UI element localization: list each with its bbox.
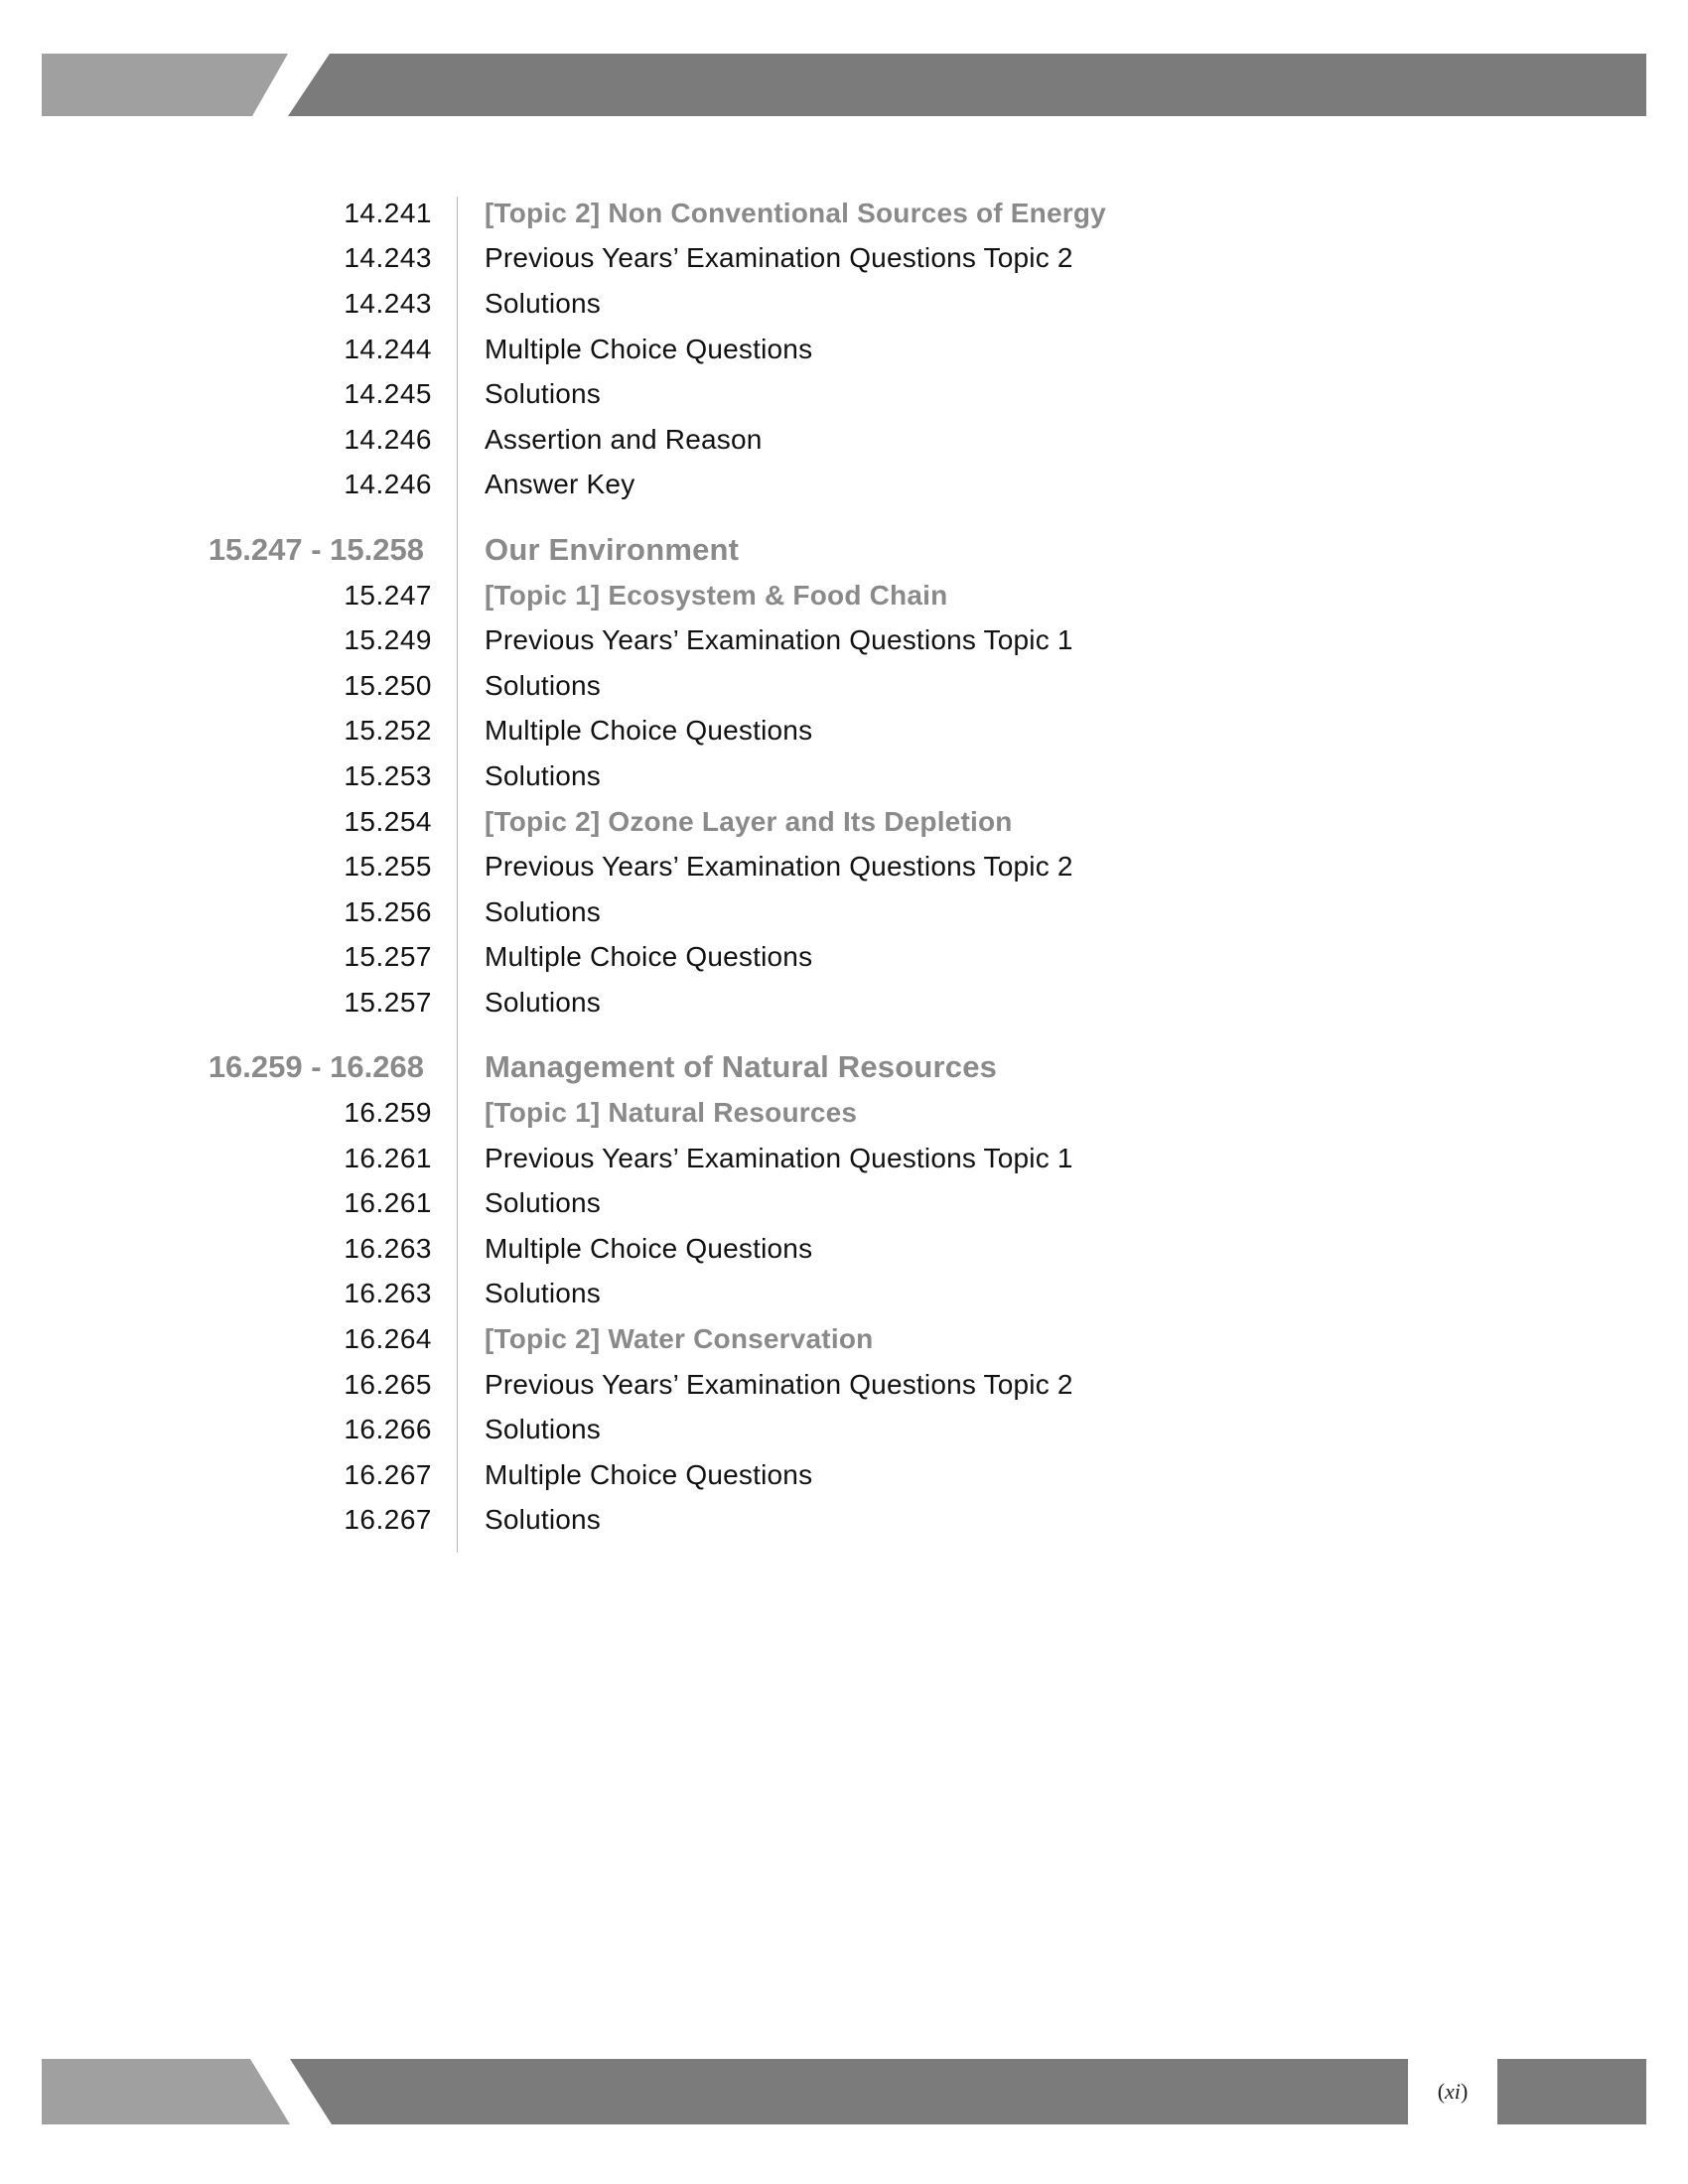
toc-entry-row [0,417,1688,463]
page-number [1408,2059,1497,2124]
page-number-open-paren: ( [1437,2079,1446,2104]
toc-entry-title: Solutions [485,287,601,319]
toc-page-number: 15.250 [344,669,432,701]
toc-entry-title: Solutions [485,378,601,410]
footer-band [42,2059,1646,2124]
toc-page-number: 15.252 [344,715,432,747]
toc-page-number: 14.244 [344,333,432,364]
toc-entry-row [0,1180,1688,1226]
toc-topic-row [0,191,1688,236]
toc-entry-row [0,236,1688,282]
toc-page-number: 15.254 [344,805,432,837]
toc-page-number: 16.265 [344,1368,432,1400]
toc-entry-row [0,753,1688,799]
header-band-light-segment [42,54,288,116]
toc-entry-title: Previous Years’ Examination Questions Topic 2 [485,851,1073,883]
toc-entry-title: Answer Key [485,469,635,500]
toc-page-number: 15.257 [344,941,432,973]
toc-entry-title: Previous Years’ Examination Questions Topic 1 [485,624,1073,656]
toc-topic-row [0,1090,1688,1136]
toc-page-number: 14.246 [344,423,432,455]
toc-page-number: 16.264 [344,1323,432,1355]
toc-page-number: 16.259 [344,1097,432,1129]
toc-entry-title: Solutions [485,1504,601,1536]
toc-entry-title: Previous Years’ Examination Questions Topic 2 [485,242,1073,274]
toc-entry-row [0,1452,1688,1498]
toc-topic-title: [Topic 1] Ecosystem & Food Chain [485,579,948,611]
toc-entry-title: Multiple Choice Questions [485,941,813,973]
toc-entry-row [0,1362,1688,1408]
toc-topic-title: [Topic 2] Non Conventional Sources of Energy [485,197,1106,228]
toc-page-number: 15.256 [344,895,432,927]
table-of-contents [0,191,1688,1543]
toc-topic-row [0,799,1688,845]
toc-page-number: 16.266 [344,1414,432,1445]
toc-entry-title: Multiple Choice Questions [485,1458,813,1490]
toc-entry-row [0,889,1688,935]
toc-page-number: 16.261 [344,1142,432,1173]
toc-page-number: 14.246 [344,469,432,500]
toc-entry-title: Solutions [485,1414,601,1445]
toc-topic-title: [Topic 2] Ozone Layer and Its Depletion [485,805,1013,837]
toc-page-number: 15.249 [344,624,432,656]
toc-page-number: 14.245 [344,378,432,410]
toc-chapter-row [0,527,1688,573]
toc-entry-row [0,463,1688,508]
toc-entry-row [0,1498,1688,1544]
page-number-close-paren: ) [1460,2079,1469,2104]
toc-topic-title: [Topic 2] Water Conservation [485,1323,874,1355]
toc-entry-title: Previous Years’ Examination Questions Topic 2 [485,1368,1073,1400]
toc-entry-row [0,281,1688,327]
toc-page-number: 14.241 [344,197,432,228]
toc-entry-row [0,663,1688,709]
toc-entry-row [0,844,1688,889]
toc-entry-row [0,617,1688,663]
toc-page-number: 15.257 [344,986,432,1018]
page-number-roman: xi [1445,2079,1461,2104]
toc-chapter-row [0,1045,1688,1091]
header-band-dark-segment [288,54,1646,116]
toc-chapter-title: Our Environment [485,531,740,567]
toc-page-number: 14.243 [344,287,432,319]
toc-entry-row [0,1226,1688,1272]
toc-entry-title: Solutions [485,986,601,1018]
toc-entry-row [0,1272,1688,1317]
toc-page-number: 16.267 [344,1504,432,1536]
toc-page-number: 16.263 [344,1232,432,1264]
toc-entry-title: Solutions [485,1187,601,1219]
toc-entry-row [0,935,1688,981]
toc-entry-title: Multiple Choice Questions [485,715,813,747]
toc-page-number: 16.261 [344,1187,432,1219]
toc-chapter-title: Management of Natural Resources [485,1049,998,1085]
toc-topic-title: [Topic 1] Natural Resources [485,1097,858,1129]
toc-entry-row [0,327,1688,372]
toc-entry-title: Solutions [485,1278,601,1309]
toc-entry-row [0,980,1688,1025]
toc-entry-title: Solutions [485,759,601,791]
toc-page-number: 16.267 [344,1458,432,1490]
footer-band-light-segment [42,2059,290,2124]
toc-entry-row [0,1136,1688,1181]
toc-entry-title: Multiple Choice Questions [485,333,813,364]
toc-page-number: 15.247 - 15.258 [208,531,424,567]
header-band [42,54,1646,116]
toc-topic-row [0,1316,1688,1362]
toc-page-number: 15.253 [344,759,432,791]
toc-entry-row [0,371,1688,417]
toc-page-number: 16.263 [344,1278,432,1309]
toc-page-number: 16.259 - 16.268 [208,1049,424,1085]
toc-entry-title: Solutions [485,895,601,927]
toc-page-number: 15.255 [344,851,432,883]
toc-entry-title: Solutions [485,669,601,701]
toc-page-number: 15.247 [344,579,432,611]
toc-entry-row [0,1407,1688,1452]
toc-entry-title: Assertion and Reason [485,423,763,455]
toc-entry-row [0,709,1688,754]
toc-entry-title: Previous Years’ Examination Questions Topic 1 [485,1142,1073,1173]
toc-topic-row [0,573,1688,618]
toc-page-number: 14.243 [344,242,432,274]
toc-entry-title: Multiple Choice Questions [485,1232,813,1264]
